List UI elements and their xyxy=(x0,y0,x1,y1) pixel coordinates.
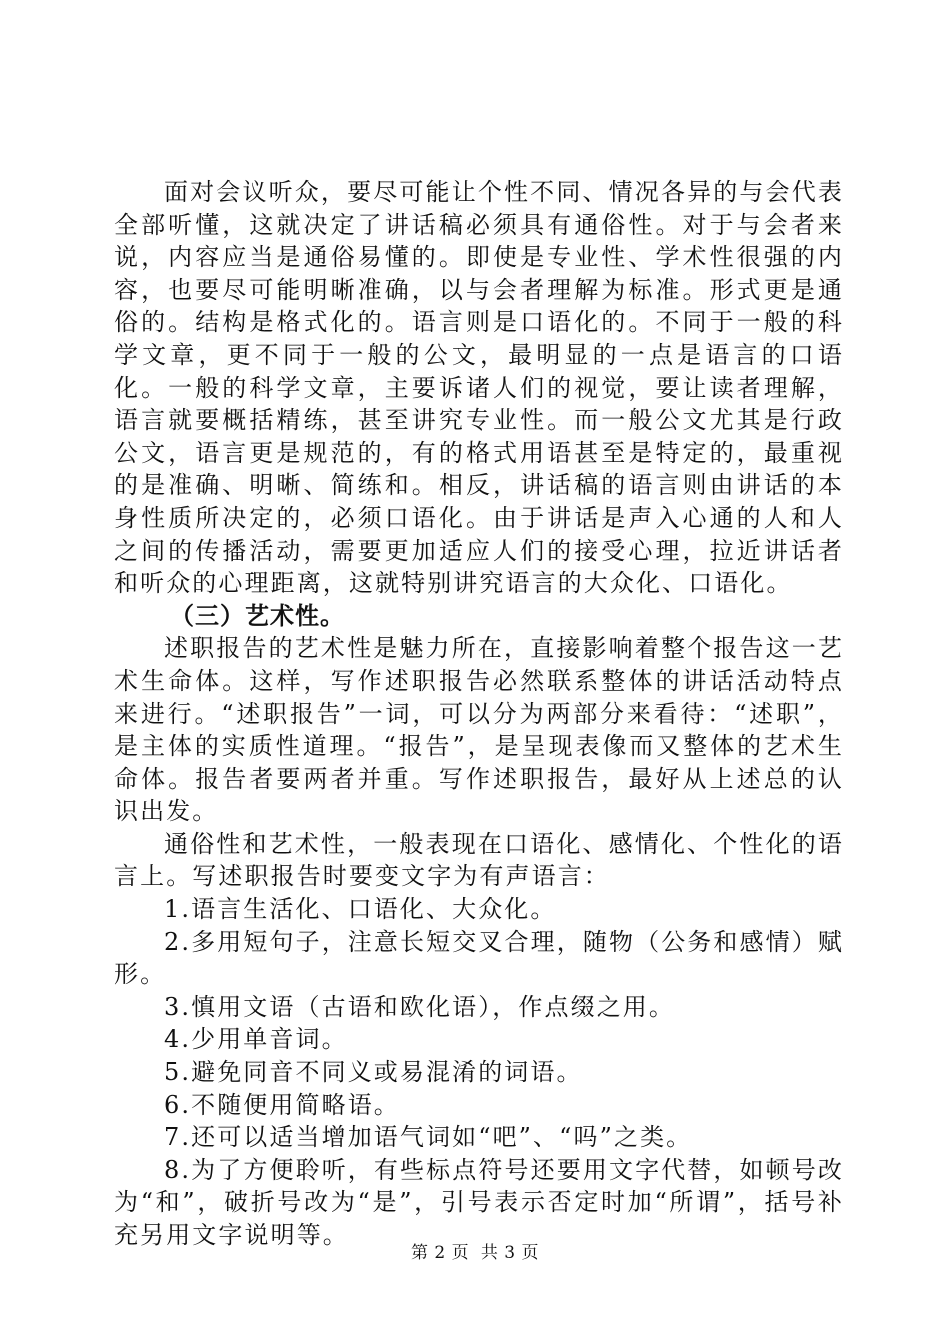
list-item: 5.避免同音不同义或易混淆的词语。 xyxy=(164,1058,583,1087)
list-item: 1.语言生活化、口语化、大众化。 xyxy=(164,895,557,924)
body-paragraph: 述职报告的艺术性是魅力所在，直接影响着整个报告这一艺术生命体。这样，写作述职报告必然联系整体的讲话活动特点来进行。“述职报告”一词，可以分为两部分来看待：“述职”，是主体的实质性道理。“报告”，是呈现表像而又整体的艺术生命体。报告者要两者并重。写作述职报告，最好从上述总的认识出发。 xyxy=(114,634,844,826)
page-footer xyxy=(0,1242,950,1264)
page-total: 共 3 页 xyxy=(480,1243,540,1263)
page-number: 第 2 页 xyxy=(410,1243,470,1263)
list-item: 3.慎用文语（古语和欧化语），作点缀之用。 xyxy=(164,992,675,1021)
list-item: 4.少用单音词。 xyxy=(164,1025,348,1054)
body-paragraph: 通俗性和艺术性，一般表现在口语化、感情化、个性化的语言上。写述职报告时要变文字为有声语言： xyxy=(114,829,844,891)
list-item: 7.还可以适当增加语气词如“吧”、“吗”之类。 xyxy=(164,1123,693,1152)
list-item: 6.不随便用简略语。 xyxy=(164,1090,400,1119)
list-item: 2.多用短句子，注意长短交叉合理，随物（公务和感情）赋形。 xyxy=(114,927,844,989)
body-paragraph: 面对会议听众，要尽可能让个性不同、情况各异的与会代表全部听懂，这就决定了讲话稿必须具有通俗性。对于与会者来说，内容应当是通俗易懂的。即使是专业性、学术性很强的内容，也要尽可能明晰准确，以与会者理解为标准。形式更是通俗的。结构是格式化的。语言则是口语化的。不同于一般的科学文章，更不同于一般的公文，最明显的一点是语言的口语化。一般的科学文章，主要诉诸人们的视觉，要让读者理解，语言就要概括精练，甚至讲究专业性。而一般公文尤其是行政公文，语言更是规范的，有的格式用语甚至是特定的，最重视的是准确、明晰、简练和。相反，讲话稿的语言则由讲话的本身性质所决定的，必须口语化。由于讲话是声入心通的人和人之间的传播活动，需要更加适应人们的接受心理，拉近讲话者和听众的心理距离，这就特别讲究语言的大众化、口语化。 xyxy=(114,178,844,598)
section-heading: （三）艺术性。 xyxy=(170,601,345,630)
list-item: 8.为了方便聆听，有些标点符号还要用文字代替，如顿号改为“和”，破折号改为“是”，引号表示否定时加“所谓”，括号补充另用文字说明等。 xyxy=(114,1155,844,1249)
document-body xyxy=(114,176,844,1252)
